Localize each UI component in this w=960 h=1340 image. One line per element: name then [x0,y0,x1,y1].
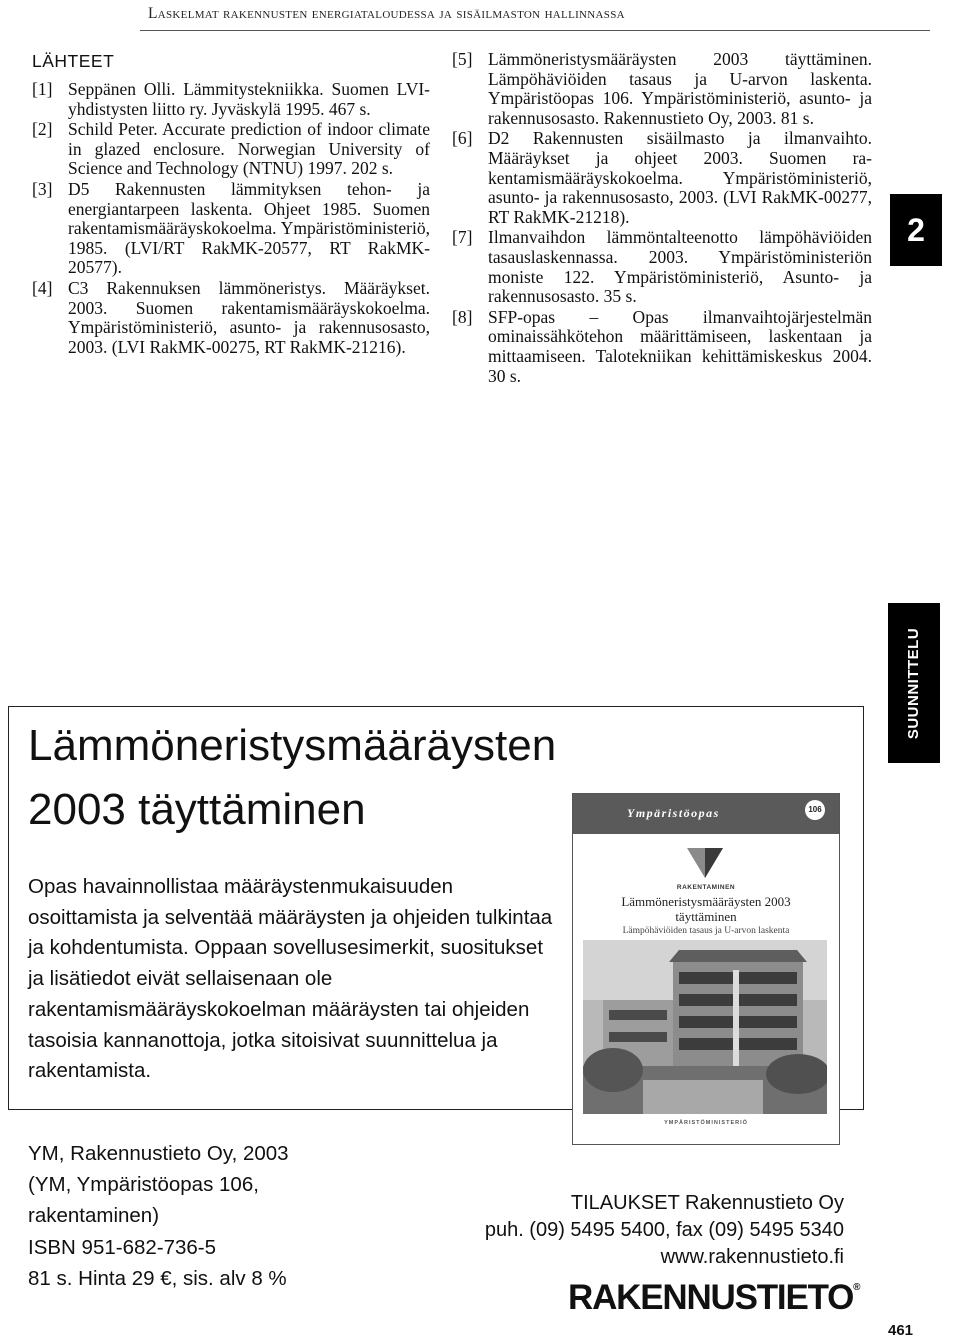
brand-name: RAKENNUSTIETO [568,1278,854,1317]
reference-text: Lämmöneristysmääräysten 2003 täyttäminen. Lämpöhäviöiden tasaus ja U-arvon laskenta. Ympäristöopas 106. Ympäristöministeriö, asunto- ja rakennusosasto. Rakennustieto Oy, 2003. 81 s. [488,49,872,128]
reference-number: [3] [32,178,53,199]
publication-info-line: 81 s. Hinta 29 €, sis. alv 8 % [28,1266,287,1290]
publication-info [28,1138,388,1294]
cover-number-badge: 106 [805,800,825,820]
reference-item [452,308,872,386]
book-cover-image [572,793,840,1145]
reference-item [452,50,872,128]
publication-info-line: (YM, Ympäristöopas 106, [28,1173,259,1197]
page-number: 461 [888,1322,914,1339]
reference-item [32,180,430,278]
reference-text: D5 Rakennusten lämmityksen tehon- ja energiantarpeen laskenta. Ohjeet 1985. Suomen rakentamismääräyskokoelma. Ympäristöministeriö, 1985. (LVI/RT RakMK-20577, RT RakMK-20577). [68,178,430,278]
reference-item [32,120,430,179]
order-info-line: TILAUKSET Rakennustieto Oy [570,1192,844,1214]
cover-ministry: YMPÄRISTÖMINISTERIÖ [664,1120,748,1126]
registered-mark: ® [853,1282,861,1293]
reference-number: [8] [452,306,473,327]
order-info-phone: puh. (09) 5495 5400, fax (09) 5495 5340 [484,1219,844,1241]
reference-item [452,228,872,306]
publication-info-line: YM, Rakennustieto Oy, 2003 [28,1142,289,1165]
publication-info-line: rakentaminen) [28,1204,160,1228]
reference-item [452,129,872,227]
order-info [420,1190,844,1271]
apartment-building-photo [583,940,827,1114]
rakennustieto-logo [568,1278,861,1318]
advertisement-title-line: 2003 täyttäminen [28,785,366,834]
reference-text: Seppänen Olli. Lämmitystekniikka. Suomen LVI-yhdistysten liitto ry. Jyväskylä 1995. 467 s. [68,79,430,119]
order-info-website: www.rakennustieto.fi [660,1246,844,1268]
reference-text: SFP-opas – Opas ilmanvaihtojärjestelmän ominaissähkötehon määrittämiseen, laskentaan ja mittaamiseen. Talotekniikan kehittämiskeskus 2004. 30 s. [488,306,872,386]
reference-number: [4] [32,277,53,298]
reference-number: [1] [32,79,53,99]
advertisement-body: Opas havainnollistaa määräystenmukaisuuden osoittamista ja selventää määräysten ja ohjeiden tulkintaa ja kohdentumista. Oppaan sovellusesimerkit, suositukset ja lisätiedot eivät sellaisenaan ole rakentamismääräyskokoelman määräysten tai ohjeiden tasoisia kannanottoja, jotka sitoisivat suunnittelua ja rakentamista. [28,875,553,1083]
cover-publisher: RAKENTAMINEN [676,884,736,891]
reference-number: [5] [452,49,473,69]
reference-number: [7] [452,227,473,248]
cover-title [573,894,839,924]
reference-text: Ilmanvaihdon lämmöntalteenotto lämpöhäviöiden tasauslaskennassa. 2003. Ympäristöministeriön moniste 122. Ympäristöministeriö, Asunto- ja rakennusosasto. 35 s. [488,227,872,307]
references-right-column [452,50,872,387]
publication-info-line: ISBN 951-682-736-5 [28,1235,217,1259]
reference-item [32,279,430,357]
reference-text: D2 Rakennusten sisäilmasto ja ilmanvaihto. Määräykset ja ohjeet 2003. Suomen rakentamismääräyskokoelma. Ympäristöministeriö, asunto- ja rakennusosasto, 2003. (LVI RakMK-00277, RT RakMK-21218). [488,128,872,227]
advertisement-title-line: Lämmöneristysmääräysten [28,721,557,770]
cover-series-label: Ympäristöopas [627,806,720,820]
section-tab [888,603,940,763]
references-heading: LÄHTEET [32,51,115,71]
reference-number: [2] [32,119,53,140]
cover-subtitle: Lämpöhäviöiden tasaus ja U-arvon laskenta [622,926,790,936]
reference-item [32,80,430,119]
references-left-column [32,50,430,358]
advertisement-title [28,714,648,842]
cover-title-line: Lämmöneristysmääräysten 2003 [621,894,791,909]
reference-number: [6] [452,128,473,149]
reference-text: C3 Rakennuksen lämmöneristys. Määräykset. 2003. Suomen rakentamismääräyskokoelma. Ympäristöministeriö, asunto- ja rakennusosasto, 2003. (LVI RakMK-00275, RT RakMK-21216). [68,277,430,357]
header-rule [140,30,930,31]
running-header: Laskelmat rakennusten energiataloudessa ja sisäilmaston hallinnassa [148,5,625,22]
chapter-tab: 2 [890,194,942,266]
section-tab-label: SUUNNITTELU [905,627,923,739]
rakentaminen-logo-icon [685,842,725,882]
cover-title-line: täyttäminen [675,909,737,924]
reference-text: Schild Peter. Accurate prediction of indoor climate in glazed enclosure. Norwegian University of Science and Technology (NTNU) 1997. 202 s. [68,119,430,179]
